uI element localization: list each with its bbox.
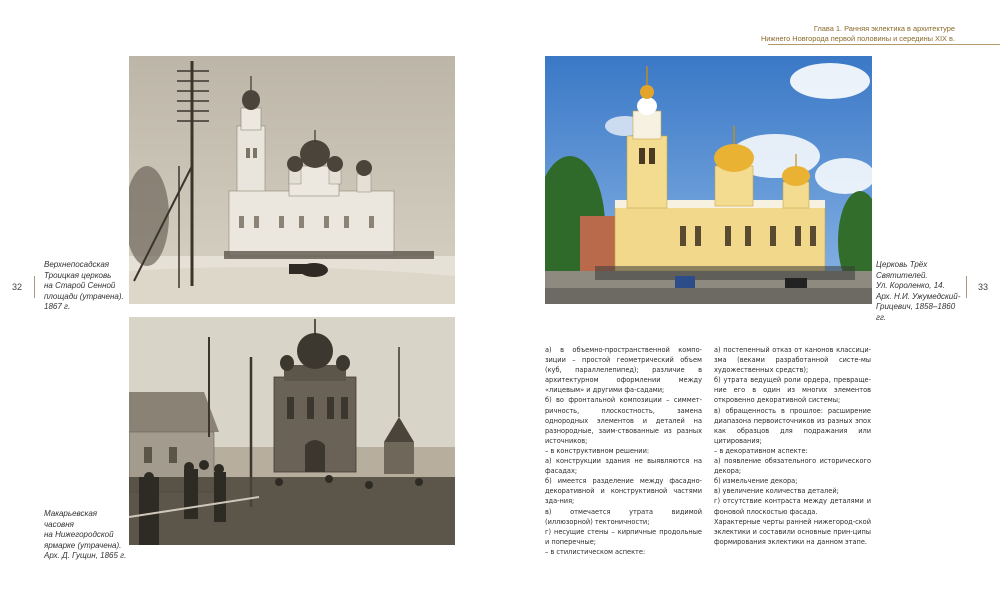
caption-line: на Нижегородской	[44, 530, 114, 539]
caption-line: Церковь Трёх	[876, 260, 928, 269]
chapter-header	[761, 24, 955, 44]
caption-line: Макарьевская часовня	[44, 509, 98, 529]
paragraph: – в стилистическом аспекте:	[545, 547, 646, 556]
caption-troitskaya	[44, 260, 124, 313]
caption-line: Ул. Короленко, 14.	[876, 281, 945, 290]
paragraph: г) несущие стены – кирпичные продольные и поперечные;	[545, 527, 702, 546]
paragraph: в) отмечается утрата видимой (иллюзорной) тектоничности;	[545, 507, 702, 526]
paragraph: а) постепенный отказ от канонов классици-зма (веками разработанной систе-мы художественных средств);	[714, 346, 871, 375]
body-column-1	[545, 345, 702, 557]
caption-line: Грицевич, 1858–1860 гг.	[876, 302, 956, 322]
paragraph: б) измельчение декора;	[714, 477, 798, 486]
caption-line: на Старой Сенной	[44, 281, 116, 290]
paragraph: а) появление обязательного исторического декора;	[714, 457, 871, 476]
caption-line: Троицкая церковь	[44, 270, 112, 280]
caption-line: ярмарке (утрачена).	[44, 540, 122, 550]
photo-tryokh-svyatiteley-church	[545, 56, 872, 304]
paragraph: в) увеличение количества деталей;	[714, 487, 839, 496]
page-tick-left	[34, 276, 35, 298]
page-number-right: 33	[978, 282, 989, 292]
caption-line: Арх. Д. Гущин, 1865 г.	[44, 551, 127, 560]
paragraph: – в конструктивном решении:	[545, 446, 650, 455]
troitskaya-church-image	[129, 56, 455, 304]
caption-line: Арх. Н.И. Ужумедский-	[876, 291, 961, 301]
paragraph: а) конструкции здания не выявляются на фасадах;	[545, 457, 702, 476]
paragraph: б) имеется разделение между фасадно-декоративной и конструктивной частями зда-ния;	[545, 477, 702, 506]
caption-line: 1867 г.	[44, 302, 71, 311]
paragraph: Характерные черты ранней нижегород-ской эклектики и составили основные прин-ципы формирования эклектики на данном этапе.	[714, 517, 871, 546]
paragraph: а) в объемно-пространственной компо-зиции – простой геометрический объем (куб, параллелепипед); различие в архитектурном оформлении между «лицевым» и другими фа-садами;	[545, 346, 702, 395]
paragraph: г) отсутствие контраста между деталями и фоновой плоскостью фасада.	[714, 497, 871, 516]
caption-tryokh	[876, 260, 966, 323]
photo-troitskaya-church	[129, 56, 455, 304]
chapter-header-line1: Глава 1. Ранняя эклектика в архитектуре	[813, 24, 955, 33]
page-tick-right	[966, 276, 967, 298]
page-number-left: 32	[12, 282, 23, 292]
caption-line: Верхнепосадская	[44, 260, 110, 269]
photo-makaryevskaya-chapel	[129, 317, 455, 545]
makaryevskaya-chapel-image	[129, 317, 455, 545]
paragraph: б) утрата ведущей роли ордера, превраще-ние его в один из многих элементов откровенно декоративной системы;	[714, 376, 871, 405]
paragraph: в) обращенность в прошлое: расширение диапазона первоисточников из разных эпох как образцов для подражания или цитирования;	[714, 406, 871, 445]
header-rule	[768, 44, 1000, 45]
tryokh-church-image	[545, 56, 872, 304]
body-column-2	[714, 345, 871, 547]
paragraph: – в декоративном аспекте:	[714, 446, 808, 455]
caption-line: Святителей.	[876, 270, 928, 280]
chapter-header-line2: Нижнего Новгорода первой половины и середины XIX в.	[760, 34, 955, 43]
caption-makaryevskaya	[44, 509, 128, 562]
caption-line: площади (утрачена).	[44, 291, 124, 301]
paragraph: б) во фронтальной композиции – симмет-ричность, плоскостность, замена однородных элементов и деталей на разнородные, заим-ствованные из разных источников;	[545, 396, 702, 445]
